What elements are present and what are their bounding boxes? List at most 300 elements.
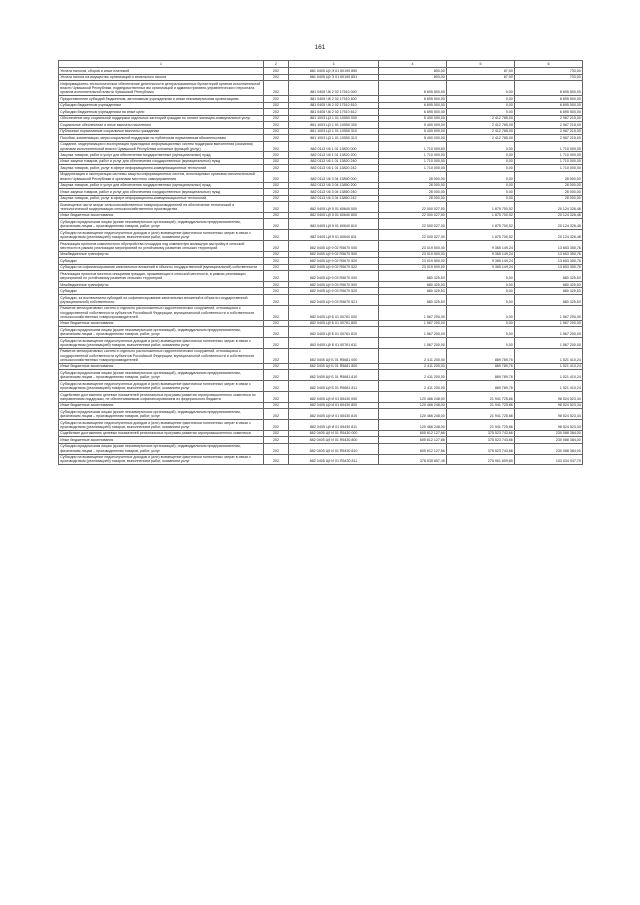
row-executed-cell: 0,00 — [447, 189, 515, 195]
row-approved-cell: 1 567 200,00 — [379, 305, 447, 320]
column-header: 6 — [515, 61, 583, 68]
table-row — [59, 230, 583, 241]
row-name-cell: Иные бюджетные ассигнования — [59, 363, 264, 369]
row-classification-cell: 882 0405 Ц9 9 02 R5670 520 — [289, 258, 379, 264]
row-name-cell: Субсидии бюджетным учреждениям на иные цели — [59, 109, 264, 115]
table-row — [59, 381, 583, 392]
row-executed-cell: 0,00 — [447, 102, 515, 108]
row-name-cell: Субсидии юридическим лицам (кроме некоммерческих организаций), индивидуальным предпринимателям, физическим лицам – производителям товаров, работ, услуг — [59, 370, 264, 381]
row-code-cell: 202 — [264, 195, 289, 201]
row-approved-cell: 28 000,00 — [379, 195, 447, 201]
row-executed-cell: 0,00 — [447, 288, 515, 294]
row-classification-cell: 882 0405 Ц9 И 01 R5430 800 — [289, 437, 379, 443]
row-name-cell: Закупка товаров, работ и услуг для обеспечения государственных (муниципальных) нужд — [59, 182, 264, 188]
row-classification-cell: 882 0405 Ц9 И 01 R5430 000 — [289, 430, 379, 436]
row-executed-cell: 889 789,76 — [447, 381, 515, 392]
row-executed-cell: 375 523 743,66 — [447, 437, 515, 443]
row-approved-cell: 22 000 027,00 — [379, 219, 447, 230]
row-executed-cell: 9 365 149,24 — [447, 251, 515, 257]
row-remaining-cell: 13 653 350,76 — [515, 251, 583, 257]
row-remaining-cell: 6 695 500,00 — [515, 109, 583, 115]
row-approved-cell: 6 695 500,00 — [379, 102, 447, 108]
row-name-cell: Реализация проектов местных инициатив граждан, проживающих в сельской местности, в рамках реализации мероприятий по устойчивому развитию сельских территорий — [59, 271, 264, 282]
row-approved-cell: 120 466 248,00 — [379, 391, 447, 402]
row-remaining-cell: 20 124 326,48 — [515, 219, 583, 230]
row-approved-cell: 2 411 200,00 — [379, 348, 447, 363]
row-code-cell: 202 — [264, 96, 289, 102]
row-code-cell: 202 — [264, 419, 289, 430]
table-row — [59, 454, 583, 465]
row-code-cell: 202 — [264, 370, 289, 381]
row-remaining-cell: 98 524 523,34 — [515, 409, 583, 420]
row-name-cell: Закупка товаров, работ, услуг в сфере информационно-коммуникационных технологий — [59, 165, 264, 171]
row-approved-cell: 605 612 127,66 — [379, 443, 447, 454]
row-name-cell: Субсидии юридическим лицам (кроме некоммерческих организаций), индивидуальным предпринимателям, физическим лицам – производителям товаров, работ, услуг — [59, 409, 264, 420]
row-executed-cell: 889 789,76 — [447, 370, 515, 381]
row-executed-cell: 0,00 — [447, 182, 515, 188]
row-executed-cell: 1 875 700,52 — [447, 219, 515, 230]
row-executed-cell: 0,00 — [447, 165, 515, 171]
row-approved-cell: 680 425,53 — [379, 288, 447, 294]
row-remaining-cell: 1 710 000,00 — [515, 152, 583, 158]
page-number: 161 — [314, 44, 326, 51]
row-code-cell: 202 — [264, 122, 289, 128]
row-executed-cell: 0,00 — [447, 109, 515, 115]
row-classification-cell: 882 0405 Ц9 9 02 R5670 522 — [289, 264, 379, 270]
row-name-cell: Уплата налога на имущество организаций и земельного налога — [59, 74, 264, 80]
row-classification-cell: 882 0113 Ч6 1 01 13820 242 — [289, 165, 379, 171]
row-code-cell: 202 — [264, 135, 289, 141]
row-name-cell: Иные бюджетные ассигнования — [59, 212, 264, 218]
row-code-cell: 202 — [264, 212, 289, 218]
row-remaining-cell: 20 124 326,48 — [515, 212, 583, 218]
row-code-cell: 202 — [264, 271, 289, 282]
row-classification-cell: 882 0405 Ц9 Б 01 R5681 811 — [289, 381, 379, 392]
row-remaining-cell: 680 425,53 — [515, 288, 583, 294]
row-approved-cell: 28 000,00 — [379, 171, 447, 182]
row-approved-cell: 5 400 000,00 — [379, 115, 447, 121]
table-row — [59, 141, 583, 152]
row-remaining-cell: 6 695 500,00 — [515, 81, 583, 96]
row-classification-cell: 881 0405 Ч6 2 02 17510 612 — [289, 109, 379, 115]
row-code-cell: 202 — [264, 81, 289, 96]
row-code-cell: 202 — [264, 281, 289, 287]
row-approved-cell: 120 466 248,00 — [379, 409, 447, 420]
row-name-cell: Межбюджетные трансферты — [59, 251, 264, 257]
row-executed-cell: 2 412 785,00 — [447, 122, 515, 128]
row-name-cell: Развитие мелиоративных систем и отдельно расположенных гидротехнических сооружений, относящихся к государственной собственности субъектов Российской Федерации, муниципальной собственности и собственности сельскохозяйственных товаропроизводителей — [59, 348, 264, 363]
row-code-cell: 202 — [264, 189, 289, 195]
row-remaining-cell: 680 425,53 — [515, 281, 583, 287]
row-approved-cell: 2 411 200,00 — [379, 363, 447, 369]
row-name-cell: Субсидии юридическим лицам (кроме некоммерческих организаций), индивидуальным предпринимателям, физическим лицам – производителям товаров, работ, услуг — [59, 219, 264, 230]
row-classification-cell: 882 0405 Ц9 9 02 R5670 000 — [289, 240, 379, 251]
row-classification-cell: 882 0405 Ц9 5 01 60640 811 — [289, 230, 379, 241]
column-header: 1 — [59, 61, 264, 68]
budget-execution-table — [58, 60, 583, 465]
row-classification-cell: 882 0405 Ц9 И 01 65430 000 — [289, 391, 379, 402]
row-approved-cell: 1 710 000,00 — [379, 141, 447, 152]
row-remaining-cell: 2 987 215,00 — [515, 122, 583, 128]
table-row — [59, 370, 583, 381]
row-name-cell: Содействие достижению целевых показателей региональных программ развития агропромышленного комплекса по направлениям поддержки, не обеспечиваемым софинансированием из федерального бюджета — [59, 391, 264, 402]
row-code-cell: 202 — [264, 391, 289, 402]
row-remaining-cell: 6 695 500,00 — [515, 102, 583, 108]
row-code-cell: 202 — [264, 381, 289, 392]
row-name-cell: Содействие достижению целевых показателей региональных программ развития агропромышленного комплекса — [59, 430, 264, 436]
row-code-cell: 202 — [264, 158, 289, 164]
row-remaining-cell: 733,00 — [515, 74, 583, 80]
row-name-cell: Предоставление субсидий бюджетным, автономным учреждениям и иным некоммерческим организациям — [59, 96, 264, 102]
table-row — [59, 305, 583, 320]
row-classification-cell: 882 0405 Ц9 Б 01 R5681 810 — [289, 370, 379, 381]
row-executed-cell: 21 941 725,66 — [447, 419, 515, 430]
row-remaining-cell: 1 710 000,00 — [515, 141, 583, 152]
row-executed-cell: 0,00 — [447, 294, 515, 305]
row-classification-cell: 882 0405 Ц9 9 03 R5670 521 — [289, 294, 379, 305]
table-row — [59, 240, 583, 251]
row-name-cell: Субсидии на возмещение недополученных доходов и (или) возмещение фактически понесенных затрат в связи с производством (реализацией) товаров, выполнением работ, оказанием услуг — [59, 454, 264, 465]
row-executed-cell: 275 901 609,65 — [447, 454, 515, 465]
row-classification-cell: 881 0405 Ч6 2 02 17510 610 — [289, 102, 379, 108]
row-classification-cell: 882 0405 Ц9 Б 01 R5681 800 — [289, 363, 379, 369]
row-classification-cell: 882 0405 Ц9 5 01 60640 800 — [289, 212, 379, 218]
row-code-cell: 202 — [264, 294, 289, 305]
row-name-cell: Субсидии — [59, 258, 264, 264]
row-classification-cell: 882 0405 Ц9 9 03 R5670 520 — [289, 288, 379, 294]
row-remaining-cell: 28 000,00 — [515, 182, 583, 188]
row-remaining-cell: 28 000,00 — [515, 195, 583, 201]
row-name-cell: Уплата налогов, сборов и иных платежей — [59, 68, 264, 74]
row-executed-cell: 0,00 — [447, 171, 515, 182]
row-remaining-cell: 28 000,00 — [515, 171, 583, 182]
row-executed-cell: 375 523 743,66 — [447, 443, 515, 454]
row-code-cell: 202 — [264, 219, 289, 230]
table-row — [59, 294, 583, 305]
row-name-cell: Обеспечение мер социальной поддержки отдельных категорий граждан по оплате жилищно-коммунальных услуг — [59, 115, 264, 121]
row-classification-cell: 881 1003 Ц3 1 01 10550 000 — [289, 115, 379, 121]
row-approved-cell: 1 710 000,00 — [379, 165, 447, 171]
row-code-cell: 202 — [264, 171, 289, 182]
row-approved-cell: 6 695 500,00 — [379, 96, 447, 102]
row-remaining-cell: 20 124 326,48 — [515, 202, 583, 213]
row-code-cell: 202 — [264, 320, 289, 326]
row-name-cell: Межбюджетные трансферты — [59, 281, 264, 287]
table-row — [59, 419, 583, 430]
row-remaining-cell: 20 124 326,48 — [515, 230, 583, 241]
row-approved-cell: 1 710 000,00 — [379, 152, 447, 158]
row-code-cell: 202 — [264, 102, 289, 108]
row-remaining-cell: 230 088 384,00 — [515, 437, 583, 443]
row-remaining-cell: 230 088 384,00 — [515, 430, 583, 436]
row-classification-cell: 882 0113 Ч6 1 01 13820 200 — [289, 152, 379, 158]
row-remaining-cell: 13 653 350,76 — [515, 258, 583, 264]
row-name-cell: Социальное обеспечение и иные выплаты населению — [59, 122, 264, 128]
row-remaining-cell: 680 425,53 — [515, 271, 583, 282]
row-remaining-cell: 98 524 523,34 — [515, 419, 583, 430]
row-remaining-cell: 2 987 215,00 — [515, 135, 583, 141]
row-remaining-cell: 1 521 410,24 — [515, 370, 583, 381]
row-name-cell: Субсидии — [59, 288, 264, 294]
row-approved-cell: 680 425,53 — [379, 271, 447, 282]
row-classification-cell: 882 0405 Ц9 Б 01 R5681 000 — [289, 348, 379, 363]
row-executed-cell: 2 412 785,00 — [447, 115, 515, 121]
row-code-cell: 202 — [264, 251, 289, 257]
row-name-cell: Модернизация и эксплуатация системы защиты информационных систем, используемых органами исполнительной власти Чувашской Республики и органами местного самоуправления — [59, 171, 264, 182]
row-approved-cell: 1 567 200,00 — [379, 338, 447, 349]
row-classification-cell: 882 0405 Ц9 9 03 R5670 000 — [289, 271, 379, 282]
row-name-cell: Пособия, компенсации, меры социальной поддержки по публичным нормативным обязательствам — [59, 135, 264, 141]
table-body — [59, 68, 583, 465]
row-code-cell: 202 — [264, 348, 289, 363]
row-approved-cell: 605 612 127,66 — [379, 430, 447, 436]
table-row — [59, 443, 583, 454]
row-executed-cell: 21 941 725,66 — [447, 402, 515, 408]
row-name-cell: Иные закупки товаров, работ и услуг для обеспечения государственных (муниципальных) нужд — [59, 189, 264, 195]
row-executed-cell: 2 412 785,00 — [447, 135, 515, 141]
row-executed-cell: 0,00 — [447, 327, 515, 338]
row-remaining-cell: 1 710 000,00 — [515, 158, 583, 164]
row-classification-cell: 881 1003 Ц3 1 01 10550 310 — [289, 128, 379, 134]
row-classification-cell: 882 0405 Ц9 Б 01 00761 800 — [289, 320, 379, 326]
row-code-cell: 202 — [264, 74, 289, 80]
row-name-cell: Возмещение части затрат сельскохозяйственных товаропроизводителей на обеспечение технической и технологической модернизации сельскохозяйственного производства — [59, 202, 264, 213]
row-code-cell: 202 — [264, 409, 289, 420]
row-remaining-cell: 6 695 500,00 — [515, 96, 583, 102]
table-row — [59, 348, 583, 363]
row-approved-cell: 23 019 500,00 — [379, 264, 447, 270]
row-approved-cell: 120 466 248,00 — [379, 402, 447, 408]
table-row — [59, 327, 583, 338]
row-approved-cell: 2 411 200,00 — [379, 381, 447, 392]
row-name-cell: Закупка товаров, работ и услуг для обеспечения государственных (муниципальных) нужд — [59, 152, 264, 158]
row-name-cell: Субсидии на софинансирование капитальных вложений в объекты государственной (муниципальной) собственности — [59, 264, 264, 270]
row-classification-cell: 882 0405 Ц9 5 01 60640 000 — [289, 202, 379, 213]
row-code-cell: 202 — [264, 327, 289, 338]
row-classification-cell: 882 0113 Ч6 3 04 13850 242 — [289, 195, 379, 201]
row-remaining-cell: 13 653 350,76 — [515, 240, 583, 251]
row-remaining-cell: 1 710 000,00 — [515, 165, 583, 171]
row-name-cell: Субсидии, за исключением субсидий на софинансирование капитальных вложений в объекты государственной (муниципальной) собственности — [59, 294, 264, 305]
row-executed-cell: 889 789,76 — [447, 348, 515, 363]
row-classification-cell: 882 0113 Ч6 1 01 13820 000 — [289, 141, 379, 152]
row-remaining-cell: 1 521 410,24 — [515, 363, 583, 369]
row-code-cell: 202 — [264, 115, 289, 121]
row-approved-cell: 5 400 000,00 — [379, 135, 447, 141]
row-executed-cell: 2 412 785,00 — [447, 128, 515, 134]
row-classification-cell: 881 0405 Ч6 2 02 17510 600 — [289, 96, 379, 102]
row-name-cell: Субсидии на возмещение недополученных доходов и (или) возмещение фактически понесенных затрат в связи с производством (реализацией) товаров, выполнением работ, оказанием услуг — [59, 381, 264, 392]
row-code-cell: 202 — [264, 182, 289, 188]
row-approved-cell: 23 019 500,00 — [379, 258, 447, 264]
row-approved-cell: 6 695 500,00 — [379, 109, 447, 115]
row-code-cell: 202 — [264, 68, 289, 74]
row-approved-cell: 378 935 657,45 — [379, 454, 447, 465]
row-executed-cell: 67,00 — [447, 68, 515, 74]
row-approved-cell: 28 000,00 — [379, 189, 447, 195]
row-approved-cell: 22 000 027,00 — [379, 202, 447, 213]
row-classification-cell: 881 0405 Ч6 2 02 17510 000 — [289, 81, 379, 96]
row-code-cell: 202 — [264, 338, 289, 349]
row-name-cell: Иные бюджетные ассигнования — [59, 402, 264, 408]
column-header: 4 — [379, 61, 447, 68]
row-approved-cell: 6 695 500,00 — [379, 81, 447, 96]
row-name-cell: Субсидии бюджетным учреждениям — [59, 102, 264, 108]
row-code-cell: 202 — [264, 165, 289, 171]
row-remaining-cell: 1 521 410,24 — [515, 348, 583, 363]
row-name-cell: Субсидии на возмещение недополученных доходов и (или) возмещение фактически понесенных затрат в связи с производством (реализацией) товаров, выполнением работ, оказанием услуг — [59, 419, 264, 430]
row-name-cell: Создание, модернизация и эксплуатация прикладных информационных систем поддержки выполнения (оказания) органами исполнительной власти Чувашской Республики основных функций (услуг) — [59, 141, 264, 152]
row-executed-cell: 375 523 743,66 — [447, 430, 515, 436]
row-remaining-cell: 103 034 047,79 — [515, 454, 583, 465]
table-row — [59, 271, 583, 282]
row-approved-cell: 1 567 200,00 — [379, 327, 447, 338]
row-executed-cell: 0,00 — [447, 338, 515, 349]
table-row — [59, 81, 583, 96]
column-header: 3 — [289, 61, 379, 68]
row-executed-cell: 21 941 725,66 — [447, 391, 515, 402]
row-code-cell: 202 — [264, 402, 289, 408]
row-code-cell: 202 — [264, 202, 289, 213]
row-executed-cell: 0,00 — [447, 152, 515, 158]
table-row — [59, 338, 583, 349]
column-number-row — [59, 61, 583, 68]
row-code-cell: 202 — [264, 430, 289, 436]
row-classification-cell: 882 0405 Ц9 9 03 R5670 500 — [289, 281, 379, 287]
row-name-cell: Информационно-технологическое обеспечение деятельности централизованных бухгалтерий органов исполнительной власти Чувашской Республики, подведомственных им организаций и административно-управленческого персонала органов исполнительной власти Чувашской Республики — [59, 81, 264, 96]
row-classification-cell: 882 0405 Ц9 И 01 65430 800 — [289, 402, 379, 408]
row-executed-cell: 0,00 — [447, 281, 515, 287]
row-code-cell: 202 — [264, 454, 289, 465]
row-classification-cell: 881 1003 Ц3 1 01 10550 313 — [289, 135, 379, 141]
row-approved-cell: 28 000,00 — [379, 182, 447, 188]
row-name-cell: Субсидии на возмещение недополученных доходов и (или) возмещение фактически понесенных затрат в связи с производством (реализацией) товаров, выполнением работ, оказанием услуг — [59, 338, 264, 349]
row-approved-cell: 800,00 — [379, 74, 447, 80]
row-approved-cell: 680 425,53 — [379, 294, 447, 305]
row-executed-cell: 0,00 — [447, 158, 515, 164]
row-executed-cell: 0,00 — [447, 320, 515, 326]
row-name-cell: Реализация проектов комплексного обустройства площадок под компактную жилищную застройку в сельской местности в рамках реализации мероприятий по устойчивому развитию сельских территорий — [59, 240, 264, 251]
row-approved-cell: 1 710 000,00 — [379, 158, 447, 164]
row-remaining-cell: 13 653 350,76 — [515, 264, 583, 270]
row-approved-cell: 23 019 500,00 — [379, 251, 447, 257]
row-approved-cell: 23 019 500,00 — [379, 240, 447, 251]
table-row — [59, 219, 583, 230]
row-classification-cell: 882 0405 Ц9 И 01 R5430 811 — [289, 454, 379, 465]
row-remaining-cell: 28 000,00 — [515, 189, 583, 195]
row-remaining-cell: 98 524 523,34 — [515, 402, 583, 408]
row-executed-cell: 21 941 725,66 — [447, 409, 515, 420]
row-remaining-cell: 1 521 410,24 — [515, 381, 583, 392]
row-code-cell: 202 — [264, 109, 289, 115]
row-classification-cell: 882 0113 Ч6 3 04 13850 240 — [289, 189, 379, 195]
row-approved-cell: 2 411 200,00 — [379, 370, 447, 381]
row-executed-cell: 0,00 — [447, 141, 515, 152]
row-code-cell: 202 — [264, 258, 289, 264]
row-executed-cell: 1 875 700,52 — [447, 202, 515, 213]
row-executed-cell: 0,00 — [447, 81, 515, 96]
row-name-cell: Закупка товаров, работ, услуг в сфере информационно-коммуникационных технологий — [59, 195, 264, 201]
row-classification-cell: 881 0405 Ц9 Э 01 60190 850 — [289, 68, 379, 74]
row-approved-cell: 5 400 000,00 — [379, 128, 447, 134]
row-executed-cell: 0,00 — [447, 195, 515, 201]
row-name-cell: Развитие мелиоративных систем и отдельно расположенных гидротехнических сооружений, относящихся к государственной собственности субъектов Российской Федерации, муниципальной собственности и собственности сельскохозяйственных товаропроизводителей — [59, 305, 264, 320]
row-classification-cell: 882 0405 Ц9 Б 01 00761 810 — [289, 327, 379, 338]
row-name-cell: Иные закупки товаров, работ и услуг для обеспечения государственных (муниципальных) нужд — [59, 158, 264, 164]
row-classification-cell: 882 0405 Ц9 И 01 65430 811 — [289, 419, 379, 430]
row-remaining-cell: 1 567 200,00 — [515, 320, 583, 326]
row-executed-cell: 0,00 — [447, 305, 515, 320]
row-code-cell: 202 — [264, 437, 289, 443]
row-name-cell: Публичные нормативные социальные выплаты гражданам — [59, 128, 264, 134]
row-name-cell: Субсидии на возмещение недополученных доходов и (или) возмещение фактически понесенных затрат в связи с производством (реализацией) товаров, выполнением работ, оказанием услуг — [59, 230, 264, 241]
row-code-cell: 202 — [264, 264, 289, 270]
row-classification-cell: 882 0405 Ц9 Б 01 00761 000 — [289, 305, 379, 320]
row-name-cell: Субсидии юридическим лицам (кроме некоммерческих организаций), индивидуальным предпринимателям, физическим лицам – производителям товаров, работ, услуг — [59, 443, 264, 454]
row-classification-cell: 882 0113 Ч6 3 04 13850 200 — [289, 182, 379, 188]
row-code-cell: 202 — [264, 363, 289, 369]
table-row — [59, 171, 583, 182]
row-code-cell: 202 — [264, 152, 289, 158]
row-approved-cell: 1 567 200,00 — [379, 320, 447, 326]
row-approved-cell: 680 425,53 — [379, 281, 447, 287]
row-code-cell: 202 — [264, 230, 289, 241]
row-name-cell: Иные бюджетные ассигнования — [59, 437, 264, 443]
row-classification-cell: 882 0405 Ц9 Б 01 00761 811 — [289, 338, 379, 349]
column-header: 2 — [264, 61, 289, 68]
table-row — [59, 391, 583, 402]
row-classification-cell: 882 0113 Ч6 1 01 13820 240 — [289, 158, 379, 164]
row-executed-cell: 9 365 149,24 — [447, 258, 515, 264]
row-classification-cell: 882 0405 Ц9 И 01 65430 810 — [289, 409, 379, 420]
table-row — [59, 409, 583, 420]
row-approved-cell: 22 000 027,00 — [379, 212, 447, 218]
row-name-cell: Иные бюджетные ассигнования — [59, 320, 264, 326]
row-executed-cell: 1 875 700,52 — [447, 230, 515, 241]
row-executed-cell: 9 365 149,24 — [447, 240, 515, 251]
row-remaining-cell: 98 524 523,34 — [515, 391, 583, 402]
row-remaining-cell: 230 088 384,00 — [515, 443, 583, 454]
column-header: 5 — [447, 61, 515, 68]
row-approved-cell: 800,00 — [379, 68, 447, 74]
row-name-cell: Субсидии юридическим лицам (кроме некоммерческих организаций), индивидуальным предпринимателям, физическим лицам – производителям товаров, работ, услуг — [59, 327, 264, 338]
row-executed-cell: 0,00 — [447, 271, 515, 282]
row-approved-cell: 5 400 000,00 — [379, 122, 447, 128]
row-classification-cell: 882 0405 Ц9 И 01 R5430 810 — [289, 443, 379, 454]
row-remaining-cell: 2 987 215,00 — [515, 128, 583, 134]
row-approved-cell: 605 612 127,66 — [379, 437, 447, 443]
row-remaining-cell: 733,00 — [515, 68, 583, 74]
table-row — [59, 202, 583, 213]
row-classification-cell: 881 1003 Ц3 1 01 10550 300 — [289, 122, 379, 128]
row-remaining-cell: 2 987 215,00 — [515, 115, 583, 121]
row-code-cell: 202 — [264, 443, 289, 454]
row-approved-cell: 22 000 027,00 — [379, 230, 447, 241]
row-code-cell: 202 — [264, 240, 289, 251]
row-executed-cell: 1 875 700,52 — [447, 212, 515, 218]
row-classification-cell: 882 0113 Ч6 3 04 13850 000 — [289, 171, 379, 182]
row-classification-cell: 881 0405 Ц9 Э 01 60190 851 — [289, 74, 379, 80]
row-code-cell: 202 — [264, 141, 289, 152]
row-classification-cell: 882 0405 Ц9 5 01 60640 810 — [289, 219, 379, 230]
row-executed-cell: 67,00 — [447, 74, 515, 80]
row-remaining-cell: 1 567 200,00 — [515, 327, 583, 338]
row-code-cell: 202 — [264, 128, 289, 134]
row-remaining-cell: 1 567 200,00 — [515, 338, 583, 349]
row-classification-cell: 882 0405 Ц9 9 02 R5670 500 — [289, 251, 379, 257]
row-code-cell: 202 — [264, 305, 289, 320]
row-executed-cell: 0,00 — [447, 96, 515, 102]
